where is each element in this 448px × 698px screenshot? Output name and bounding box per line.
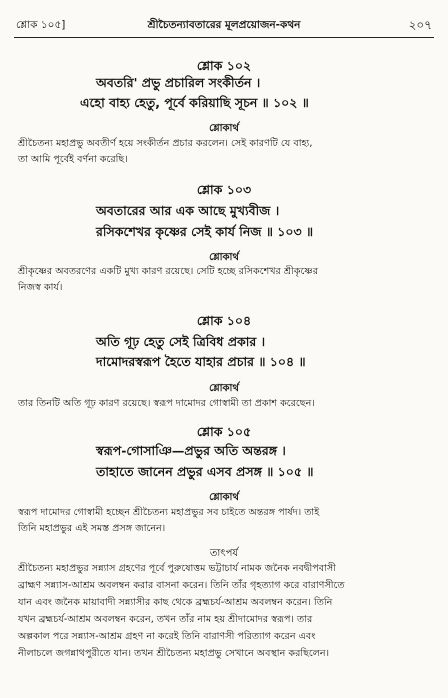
verse-heading: শ্লোক ১০৫ — [196, 424, 252, 439]
purport-line: যান এবং জনৈক মায়াবাদী সন্ন্যাসীর কাছ থেকে ব্রহ্মচর্য-আশ্রম অবলম্বন করেন। তিনি — [18, 597, 333, 608]
translation-line: তিনি মহাপ্রভুর এই সমস্ত প্রসঙ্গ জানেন। — [18, 523, 166, 534]
verse-line: অবতারের আর এক আছে মুখ্যবীজ । — [96, 203, 280, 218]
page-number: ২০৭ — [408, 18, 432, 32]
verse-line: এহো বাহ্য হেতু, পূর্বে করিয়াছি সূচন ॥ ১০২ ॥ — [80, 95, 309, 110]
translation-line: নিজস্ব কার্য। — [18, 282, 63, 293]
verse-line: তাহাতে জানেন প্রভুর এসব প্রসঙ্গ ॥ ১০৫ ॥ — [96, 464, 314, 479]
header-rule — [14, 37, 434, 38]
purport-label: তাৎপর্য — [209, 548, 239, 559]
translation-line: শ্রীচৈতন্য মহাপ্রভু অবতীর্ণ হয়ে সংকীর্তন প্রচার করলেন। সেই কারণটি যে বাহ্য, — [18, 138, 313, 149]
translation-line: শ্রীকৃষ্ণের অবতরণের একটি মুখ্য কারণ রয়েছে। সেটি হচ্ছে রসিকশেখর শ্রীকৃষ্ণের — [18, 266, 319, 277]
verse-heading: শ্লোক ১০৪ — [196, 313, 252, 328]
verse-line: দামোদরস্বরূপ হৈতে যাহার প্রচার ॥ ১০৪ ॥ — [96, 354, 306, 369]
verse-line: স্বরূপ-গোসাঞি—প্রভুর অতি অন্তরঙ্গ । — [96, 443, 286, 458]
verse-line: রসিকশেখর কৃষ্ণের সেই কার্য নিজ ॥ ১০৩ ॥ — [96, 224, 314, 239]
purport-line: নীলাচলে জগন্নাথপুরীতে যান। তখন শ্রীচৈতন্য মহাপ্রভু সেখানে অবস্থান করছিলেন। — [18, 648, 330, 659]
translation-label: শ্লোকার্থ — [209, 492, 239, 503]
running-header — [14, 14, 434, 36]
header-verse-ref: শ্লোক ১০৫] — [16, 19, 66, 31]
translation-label: শ্লোকার্থ — [209, 123, 239, 134]
purport-line: ব্রাহ্মণ সন্ন্যাস-আশ্রম অবলম্বন করার বাসনা করেন। তিনি তাঁর গৃহত্যাগ করে বারাণসীতে — [18, 580, 345, 591]
translation-label: শ্লোকার্থ — [209, 252, 239, 263]
verse-heading: শ্লোক ১০২ — [196, 58, 252, 73]
verse-line: অবতরি' প্রভু প্রচারিল সংকীর্তন । — [96, 75, 261, 90]
translation-line: তার তিনটি অতি গূঢ় কারণ রয়েছে। স্বরূপ দামোদর গোস্বামী তা প্রকাশ করেছেন। — [18, 398, 315, 409]
verse-heading: শ্লোক ১০৩ — [196, 182, 252, 197]
purport-line: অল্পকাল পরে সন্ন্যাস-আশ্রম গ্রহণ না করেই তিনি বারাণসী পরিত্যাগ করেন এবং — [18, 631, 316, 642]
translation-line: স্বরূপ দামোদর গোস্বামী হচ্ছেন শ্রীচৈতন্য মহাপ্রভুর সব চাইতে অন্তরঙ্গ পার্ষদ। তাই — [18, 507, 320, 518]
header-chapter-title: শ্রীচৈতন্যাবতারের মূলপ্রয়োজন-কথন — [147, 19, 301, 31]
purport-line: যখন ব্রহ্মচর্য-আশ্রম অবলম্বন করেন, তখন তাঁর নাম হয় শ্রীদামোদর স্বরূপ। তার — [18, 614, 313, 625]
translation-label: শ্লোকার্থ — [209, 383, 239, 394]
translation-line: তা আমি পূর্বেই বর্ণনা করেছি। — [18, 154, 128, 165]
purport-line: শ্রীচৈতন্য মহাপ্রভুর সন্ন্যাস গ্রহণের পূর্বে পুরুষোত্তম ভট্টাচার্য নামক জনৈক নবদ্বীপবাসী — [18, 563, 336, 574]
verse-line: অতি গূঢ় হেতু সেই ত্রিবিধ প্রকার । — [96, 334, 266, 349]
